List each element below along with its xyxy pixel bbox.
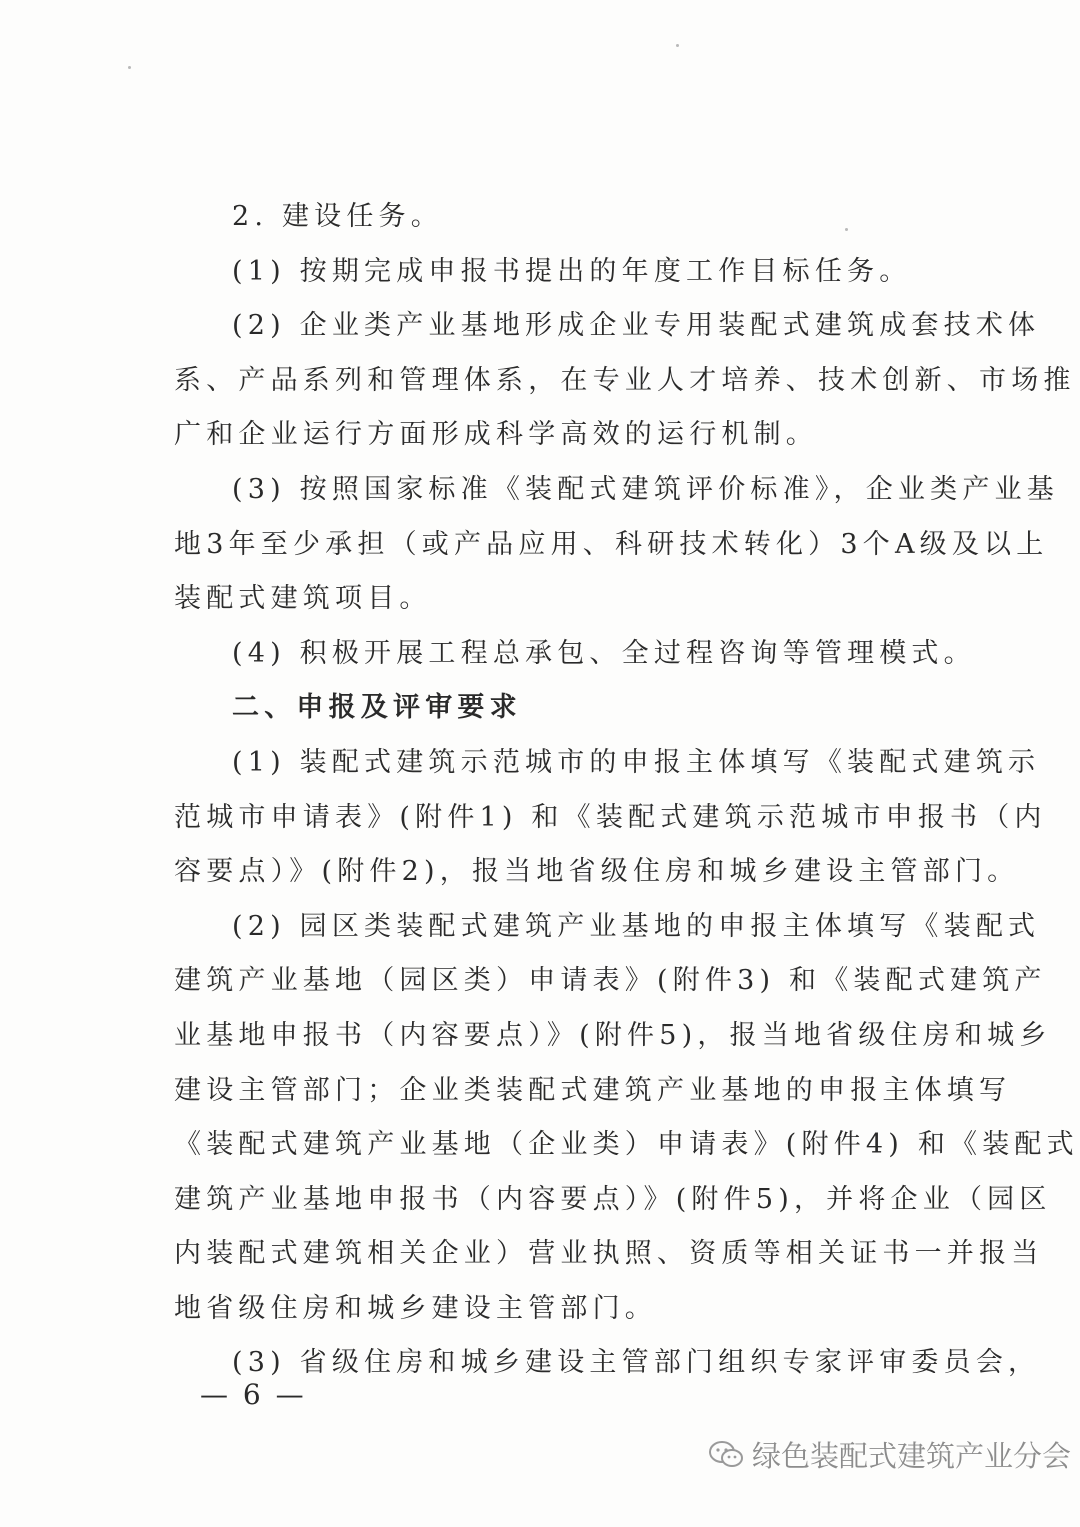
section-heading-application-requirements: 二、申报及评审要求 [232, 692, 522, 724]
paragraph-line: 装配式建筑项目。 [174, 583, 432, 615]
section-heading-construction-tasks: 2. 建设任务。 [232, 201, 443, 232]
paragraph-line: 《装配式建筑产业基地（企业类）申请表》(附件4) 和《装配式 [174, 1129, 1079, 1161]
paragraph-line: 系、产品系列和管理体系，在专业人才培养、技术创新、市场推 [174, 364, 1076, 396]
paragraph-line: (1) 装配式建筑示范城市的申报主体填写《装配式建筑示 [232, 746, 1041, 778]
paragraph-line: (1) 按期完成申报书提出的年度工作目标任务。 [232, 255, 912, 287]
paragraph-line: 业基地申报书（内容要点）》(附件5)，报当地省级住房和城乡 [174, 1019, 1052, 1051]
paragraph-line: 建筑产业基地申报书（内容要点）》(附件5)，并将企业（园区 [174, 1183, 1052, 1215]
paragraph-line: (3) 省级住房和城乡建设主管部门组织专家评审委员会， [232, 1347, 1041, 1379]
paragraph-line: 地3年至少承担（或产品应用、科研技术转化）3个A级及以上 [174, 528, 1049, 560]
document-body [174, 190, 1079, 1391]
source-watermark [708, 1434, 1071, 1475]
paragraph-line: (2) 园区类装配式建筑产业基地的申报主体填写《装配式 [232, 910, 1041, 942]
paragraph-line: 建筑产业基地（园区类）申请表》(附件3) 和《装配式建筑产 [174, 965, 1047, 997]
paragraph-line: (2) 企业类产业基地形成企业专用装配式建筑成套技术体 [232, 310, 1041, 342]
paragraph-line: 地省级住房和城乡建设主管部门。 [174, 1292, 657, 1324]
scan-speck [128, 66, 131, 69]
paragraph-line: 容要点）》(附件2)，报当地省级住房和城乡建设主管部门。 [174, 856, 1020, 888]
paragraph-line: (4) 积极开展工程总承包、全过程咨询等管理模式。 [232, 637, 976, 669]
paragraph-line: 广和企业运行方面形成科学高效的运行机制。 [174, 419, 818, 451]
paragraph-line: (3) 按照国家标准《装配式建筑评价标准》，企业类产业基 [232, 473, 1059, 505]
page-number: — 6 — [200, 1378, 307, 1411]
scan-speck [676, 44, 679, 47]
wechat-icon [708, 1440, 744, 1470]
paragraph-line: 内装配式建筑相关企业）营业执照、资质等相关证书一并报当 [174, 1238, 1044, 1270]
paragraph-line: 范城市申请表》(附件1) 和《装配式建筑示范城市申报书（内 [174, 801, 1047, 833]
paragraph-line: 建设主管部门；企业类装配式建筑产业基地的申报主体填写 [174, 1074, 1012, 1106]
watermark-text: 绿色装配式建筑产业分会 [752, 1439, 1072, 1473]
